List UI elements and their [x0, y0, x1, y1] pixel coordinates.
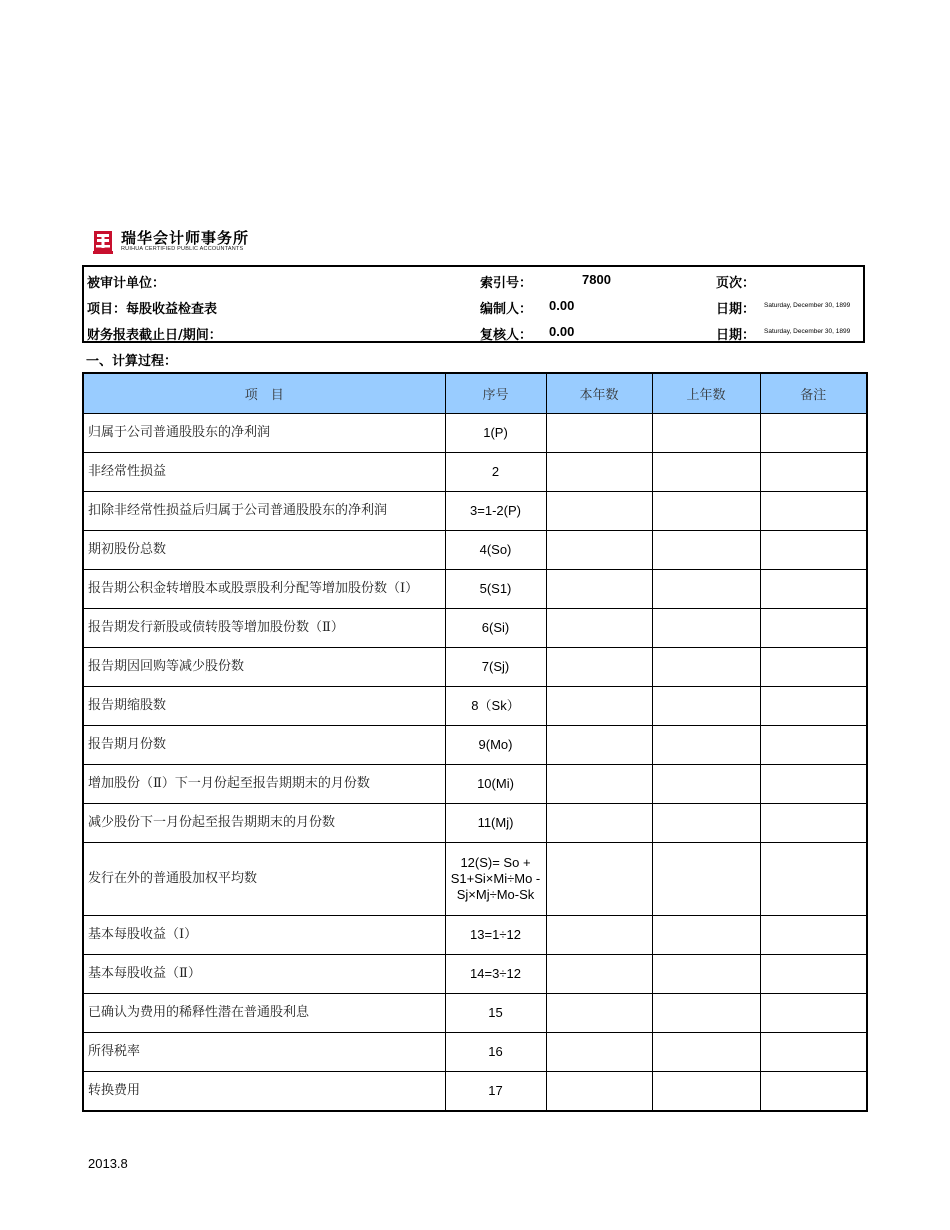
row-seq: 5(S1) [445, 570, 546, 609]
period-label: 财务报表截止日/期间： [87, 328, 222, 343]
row-item: 增加股份（Ⅱ）下一月份起至报告期期末的月份数 [83, 765, 445, 804]
prior-year-cell[interactable] [652, 570, 760, 609]
prior-year-cell[interactable] [652, 1033, 760, 1072]
index-label: 索引号： [480, 276, 533, 291]
reviewed-date-value: Saturday, December 30, 1899 [764, 328, 851, 335]
table-row [83, 916, 867, 955]
row-seq: 1(P) [445, 414, 546, 453]
remarks-cell[interactable] [760, 726, 867, 765]
row-item: 已确认为费用的稀释性潜在普通股利息 [83, 994, 445, 1033]
current-year-cell[interactable] [546, 531, 652, 570]
row-item: 期初股份总数 [83, 531, 445, 570]
current-year-cell[interactable] [546, 609, 652, 648]
prior-year-cell[interactable] [652, 687, 760, 726]
prior-year-cell[interactable] [652, 609, 760, 648]
row-seq: 10(Mi) [445, 765, 546, 804]
row-item: 报告期发行新股或债转股等增加股份数（Ⅱ） [83, 609, 445, 648]
prepared-date-value: Saturday, December 30, 1899 [764, 302, 851, 309]
row-seq: 17 [445, 1072, 546, 1112]
row-seq: 3=1-2(P) [445, 492, 546, 531]
table-row [83, 843, 867, 916]
prior-year-cell[interactable] [652, 1072, 760, 1112]
row-item: 减少股份下一月份起至报告期期末的月份数 [83, 804, 445, 843]
current-year-cell[interactable] [546, 492, 652, 531]
current-year-cell[interactable] [546, 453, 652, 492]
row-item: 归属于公司普通股股东的净利润 [83, 414, 445, 453]
reviewed-date-label: 日期： [716, 328, 756, 343]
project-label: 项目：每股收益检查表 [87, 302, 218, 317]
remarks-cell[interactable] [760, 687, 867, 726]
column-header-seq: 序号 [445, 373, 546, 414]
preparer-label: 编制人： [480, 302, 533, 317]
remarks-cell[interactable] [760, 453, 867, 492]
remarks-cell[interactable] [760, 1033, 867, 1072]
current-year-cell[interactable] [546, 1072, 652, 1112]
row-seq: 9(Mo) [445, 726, 546, 765]
table-row [83, 531, 867, 570]
prior-year-cell[interactable] [652, 726, 760, 765]
row-item: 基本每股收益（Ⅱ） [83, 955, 445, 994]
current-year-cell[interactable] [546, 916, 652, 955]
row-seq: 2 [445, 453, 546, 492]
remarks-cell[interactable] [760, 648, 867, 687]
column-header-prior-year: 上年数 [652, 373, 760, 414]
remarks-cell[interactable] [760, 804, 867, 843]
current-year-cell[interactable] [546, 765, 652, 804]
row-item: 扣除非经常性损益后归属于公司普通股股东的净利润 [83, 492, 445, 531]
remarks-cell[interactable] [760, 765, 867, 804]
row-item: 报告期公积金转增股本或股票股利分配等增加股份数（Ⅰ） [83, 570, 445, 609]
preparer-value: 0.00 [549, 298, 575, 313]
remarks-cell[interactable] [760, 609, 867, 648]
remarks-cell[interactable] [760, 843, 867, 916]
table-header-row [83, 373, 867, 414]
column-header-current-year: 本年数 [546, 373, 652, 414]
prepared-date-label: 日期： [716, 302, 756, 317]
row-seq: 15 [445, 994, 546, 1033]
document-header [82, 265, 865, 343]
prior-year-cell[interactable] [652, 648, 760, 687]
row-item: 报告期缩股数 [83, 687, 445, 726]
current-year-cell[interactable] [546, 994, 652, 1033]
table-row [83, 687, 867, 726]
row-seq: 12(S)= So + S1+Si×Mi÷Mo - Sj×Mj÷Mo-Sk [445, 843, 546, 916]
firm-name-cn: 瑞华会计师事务所 [121, 228, 250, 247]
table-row [83, 609, 867, 648]
table-row [83, 453, 867, 492]
eps-calculation-table [82, 372, 868, 1112]
prior-year-cell[interactable] [652, 453, 760, 492]
current-year-cell[interactable] [546, 1033, 652, 1072]
remarks-cell[interactable] [760, 492, 867, 531]
row-seq: 13=1÷12 [445, 916, 546, 955]
section-title: 一、计算过程： [86, 354, 178, 369]
table-row [83, 1033, 867, 1072]
remarks-cell[interactable] [760, 1072, 867, 1112]
remarks-cell[interactable] [760, 531, 867, 570]
prior-year-cell[interactable] [652, 994, 760, 1033]
current-year-cell[interactable] [546, 955, 652, 994]
audited-entity-label: 被审计单位： [87, 276, 166, 291]
row-item: 转换费用 [83, 1072, 445, 1112]
reviewer-label: 复核人： [480, 328, 533, 343]
prior-year-cell[interactable] [652, 843, 760, 916]
header-row-1 [84, 267, 863, 293]
remarks-cell[interactable] [760, 570, 867, 609]
column-header-item: 项 目 [83, 373, 445, 414]
current-year-cell[interactable] [546, 414, 652, 453]
row-item: 报告期因回购等减少股份数 [83, 648, 445, 687]
reviewer-value: 0.00 [549, 324, 575, 339]
row-item: 发行在外的普通股加权平均数 [83, 843, 445, 916]
page-label: 页次： [716, 276, 756, 291]
row-seq: 4(So) [445, 531, 546, 570]
row-item: 报告期月份数 [83, 726, 445, 765]
version-footer: 2013.8 [88, 1156, 128, 1171]
table-row [83, 414, 867, 453]
table-row [83, 955, 867, 994]
row-seq: 16 [445, 1033, 546, 1072]
column-header-remarks: 备注 [760, 373, 867, 414]
current-year-cell[interactable] [546, 648, 652, 687]
prior-year-cell[interactable] [652, 531, 760, 570]
table-row [83, 726, 867, 765]
prior-year-cell[interactable] [652, 765, 760, 804]
remarks-cell[interactable] [760, 414, 867, 453]
prior-year-cell[interactable] [652, 916, 760, 955]
prior-year-cell[interactable] [652, 414, 760, 453]
table-row [83, 804, 867, 843]
prior-year-cell[interactable] [652, 955, 760, 994]
row-item: 所得税率 [83, 1033, 445, 1072]
row-seq: 11(Mj) [445, 804, 546, 843]
current-year-cell[interactable] [546, 843, 652, 916]
header-row-2 [84, 293, 863, 319]
row-seq: 14=3÷12 [445, 955, 546, 994]
table-row [83, 1072, 867, 1112]
row-seq: 6(Si) [445, 609, 546, 648]
prior-year-cell[interactable] [652, 804, 760, 843]
prior-year-cell[interactable] [652, 492, 760, 531]
table-row [83, 492, 867, 531]
table-row [83, 994, 867, 1033]
remarks-cell[interactable] [760, 955, 867, 994]
current-year-cell[interactable] [546, 804, 652, 843]
current-year-cell[interactable] [546, 570, 652, 609]
table-row [83, 570, 867, 609]
remarks-cell[interactable] [760, 994, 867, 1033]
remarks-cell[interactable] [760, 916, 867, 955]
row-item: 基本每股收益（Ⅰ） [83, 916, 445, 955]
index-value: 7800 [582, 272, 611, 287]
table-row [83, 648, 867, 687]
row-seq: 7(Sj) [445, 648, 546, 687]
current-year-cell[interactable] [546, 687, 652, 726]
row-item: 非经常性损益 [83, 453, 445, 492]
firm-name-en: RUIHUA CERTIFIED PUBLIC ACCOUNTANTS [121, 245, 244, 252]
row-seq: 8（Sk） [445, 687, 546, 726]
header-row-3 [84, 319, 863, 345]
current-year-cell[interactable] [546, 726, 652, 765]
firm-logo [93, 228, 249, 254]
firm-seal-icon [93, 228, 113, 254]
table-row [83, 765, 867, 804]
